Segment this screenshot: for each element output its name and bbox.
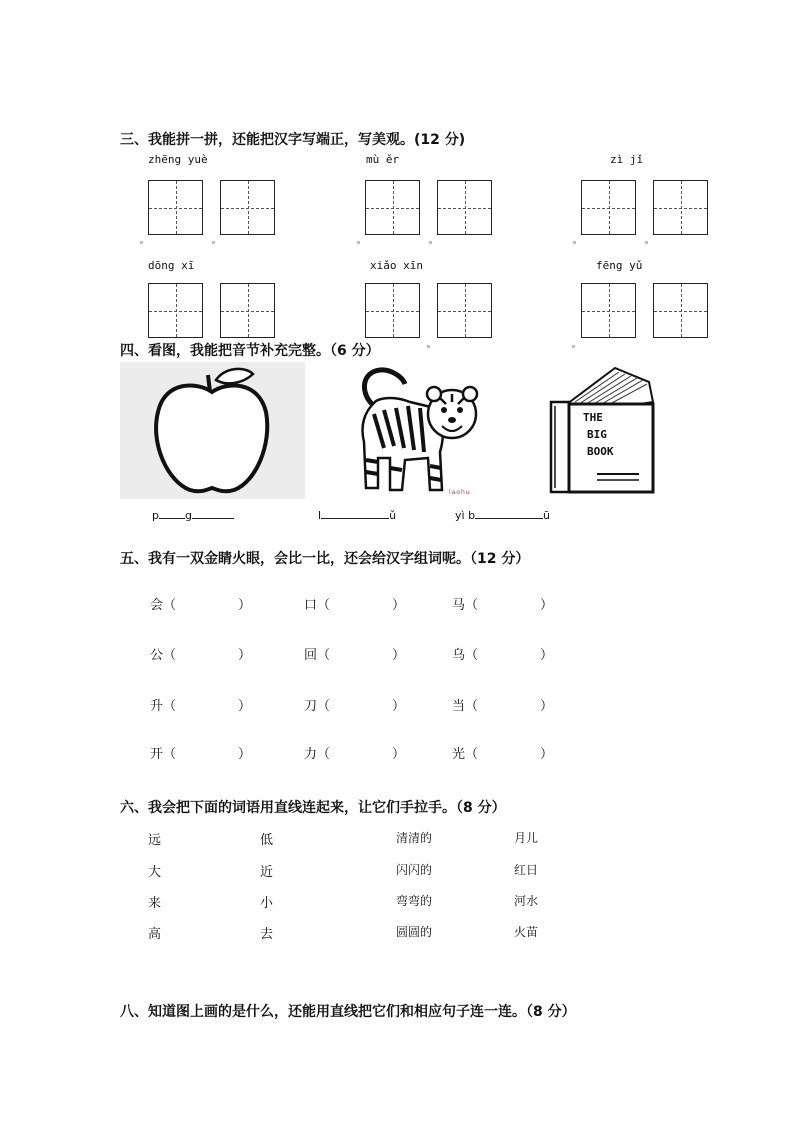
word-group-item[interactable]: [150, 644, 251, 663]
book-cover-word: THE: [583, 411, 603, 424]
writing-grid-box[interactable]: [581, 180, 636, 235]
paren-open: （: [163, 648, 177, 663]
char: 会: [150, 598, 164, 613]
pinyin-part: ǔ: [389, 509, 397, 522]
book-picture: [545, 362, 657, 494]
pinyin-label: dōng xī: [148, 259, 195, 272]
scan-speck: [357, 241, 360, 244]
writing-grid-box[interactable]: [148, 180, 203, 235]
paren-close: ）: [238, 598, 252, 613]
match-word[interactable]: 火苗: [514, 925, 539, 939]
writing-grid-box[interactable]: [365, 180, 420, 235]
char: 回: [304, 648, 318, 663]
word-group-item[interactable]: [304, 594, 405, 613]
scan-speck: [212, 241, 215, 244]
word-group-item[interactable]: [150, 743, 251, 762]
paren-close: ）: [392, 648, 406, 663]
apple-picture: [120, 362, 305, 499]
paren-close: ）: [540, 747, 554, 762]
scan-speck: [427, 345, 430, 348]
blank[interactable]: [192, 518, 234, 519]
scan-speck: [572, 345, 575, 348]
scan-speck: [140, 241, 143, 244]
paren-close: ）: [392, 598, 406, 613]
pinyin-label: zhēng yuè: [148, 153, 208, 166]
paren-close: ）: [238, 648, 252, 663]
book-cover-word: BIG: [587, 428, 607, 441]
tiger-icon: [350, 362, 485, 500]
pinyin-part: p: [152, 509, 159, 522]
char: 公: [150, 648, 164, 663]
match-word[interactable]: 闪闪的: [396, 863, 433, 877]
section-5-heading: 五、我有一双金睛火眼，会比一比，还会给汉字组词呢。（12 分）: [120, 551, 530, 567]
char: 升: [150, 699, 164, 714]
match-word[interactable]: 清清的: [396, 831, 433, 845]
book-cover-word: BOOK: [587, 445, 614, 458]
apple-answer-line[interactable]: [152, 509, 234, 522]
char: 马: [452, 598, 466, 613]
pinyin-part: ū: [543, 509, 551, 522]
paren-open: （: [163, 747, 177, 762]
char: 口: [304, 598, 318, 613]
pinyin-part: g: [184, 509, 192, 522]
writing-grid-box[interactable]: [148, 283, 203, 338]
match-word[interactable]: 月儿: [514, 831, 539, 845]
section-4-heading: 四、看图，我能把音节补充完整。（6 分）: [120, 343, 380, 359]
match-word[interactable]: 河水: [514, 894, 539, 908]
paren-close: ）: [238, 747, 252, 762]
paren-close: ）: [540, 648, 554, 663]
scan-speck: [429, 241, 432, 244]
paren-open: （: [465, 747, 479, 762]
apple-icon: [120, 362, 305, 499]
word-group-item[interactable]: [304, 644, 405, 663]
word-group-item[interactable]: [452, 695, 553, 714]
book-answer-line[interactable]: [455, 509, 550, 522]
paren-close: ）: [238, 699, 252, 714]
paren-open: （: [163, 699, 177, 714]
char: 当: [452, 699, 466, 714]
word-group-item[interactable]: [452, 594, 553, 613]
word-group-item[interactable]: [304, 695, 405, 714]
char: 开: [150, 747, 164, 762]
section-3-heading: 三、我能拼一拼，还能把汉字写端正，写美观。(12 分): [120, 132, 466, 148]
writing-grid-box[interactable]: [437, 283, 492, 338]
paren-close: ）: [392, 699, 406, 714]
match-word[interactable]: 弯弯的: [396, 894, 433, 908]
tiger-answer-line[interactable]: [318, 509, 396, 522]
match-word[interactable]: 圆圆的: [396, 925, 433, 939]
writing-grid-box[interactable]: [437, 180, 492, 235]
pinyin-label: zì jǐ: [610, 153, 644, 166]
pinyin-label: xiǎo xīn: [370, 259, 423, 272]
writing-grid-box[interactable]: [220, 283, 275, 338]
paren-open: （: [317, 598, 331, 613]
paren-open: （: [465, 598, 479, 613]
writing-grid-box[interactable]: [653, 283, 708, 338]
match-word[interactable]: 大: [148, 865, 162, 880]
section-6-heading: 六、我会把下面的词语用直线连起来，让它们手拉手。（8 分）: [120, 800, 506, 816]
paren-close: ）: [392, 747, 406, 762]
match-word[interactable]: 小: [260, 896, 274, 911]
pinyin-part: l: [318, 509, 322, 522]
word-group-item[interactable]: [304, 743, 405, 762]
match-word[interactable]: 来: [148, 896, 162, 911]
paren-close: ）: [540, 699, 554, 714]
blank[interactable]: [159, 518, 185, 519]
char: 力: [304, 747, 318, 762]
blank[interactable]: [321, 518, 389, 519]
match-word[interactable]: 高: [148, 927, 162, 942]
word-group-item[interactable]: [150, 594, 251, 613]
pinyin-label: mù ěr: [366, 153, 400, 166]
word-group-item[interactable]: [150, 695, 251, 714]
paren-open: （: [317, 648, 331, 663]
paren-open: （: [465, 648, 479, 663]
match-word[interactable]: 近: [260, 865, 274, 880]
paren-close: ）: [540, 598, 554, 613]
writing-grid-box[interactable]: [653, 180, 708, 235]
book-cover-title: [583, 409, 614, 460]
pinyin-label: fēng yǔ: [596, 259, 643, 272]
match-word[interactable]: 红日: [514, 863, 539, 877]
char: 光: [452, 747, 466, 762]
writing-grid-box[interactable]: [365, 283, 420, 338]
match-word[interactable]: 去: [260, 927, 274, 942]
paren-open: （: [317, 747, 331, 762]
match-word[interactable]: 低: [260, 833, 274, 848]
word-group-item[interactable]: [452, 743, 553, 762]
tiger-picture: [350, 362, 485, 500]
blank[interactable]: [475, 518, 543, 519]
pinyin-part: yì b: [455, 509, 476, 522]
char: 乌: [452, 648, 466, 663]
scan-speck: [645, 241, 648, 244]
match-word[interactable]: 远: [148, 833, 162, 848]
writing-grid-box[interactable]: [220, 180, 275, 235]
paren-open: （: [317, 699, 331, 714]
paren-open: （: [465, 699, 479, 714]
writing-grid-box[interactable]: [581, 283, 636, 338]
tiger-watermark: laohu: [449, 489, 471, 496]
paren-open: （: [163, 598, 177, 613]
scan-speck: [573, 241, 576, 244]
section-8-heading: 八、知道图上画的是什么，还能用直线把它们和相应句子连一连。（8 分）: [120, 1004, 576, 1020]
char: 刀: [304, 699, 318, 714]
word-group-item[interactable]: [452, 644, 553, 663]
